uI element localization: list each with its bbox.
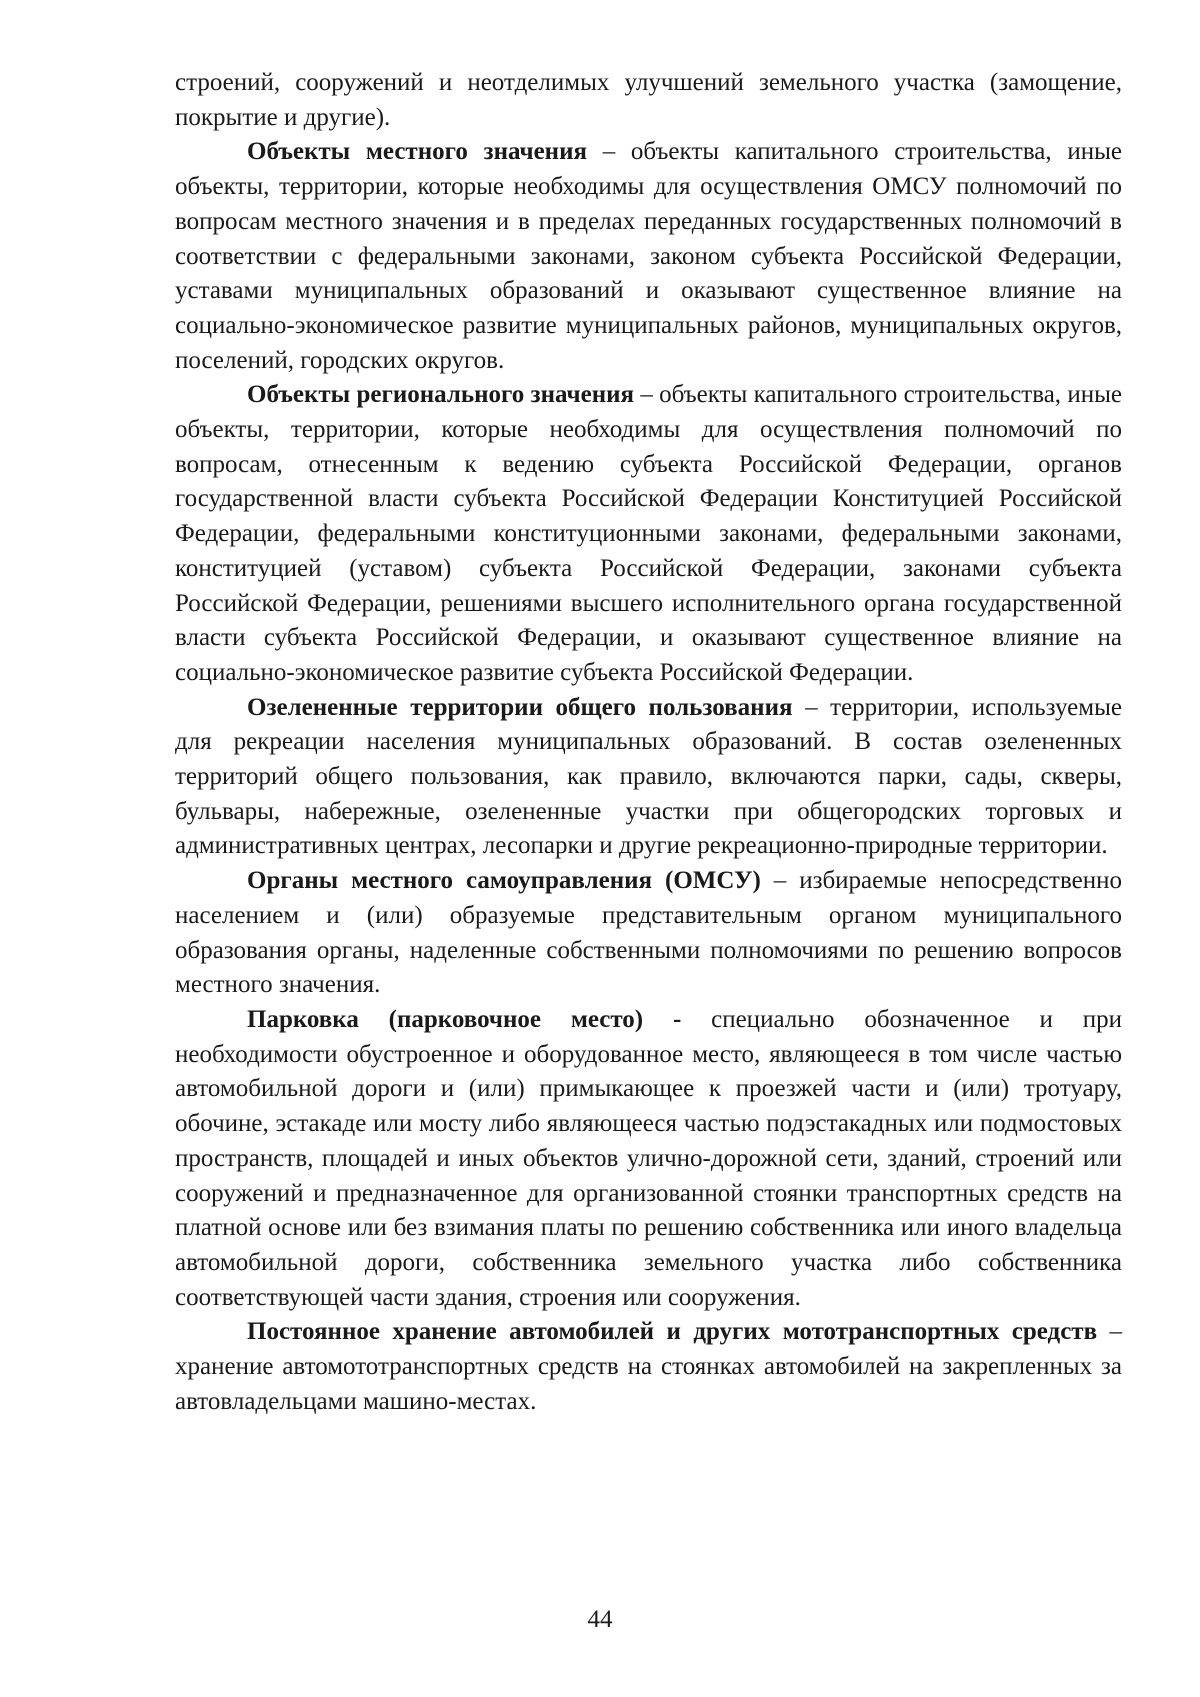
definition-text: – территории, используемые для рекреации населения муниципальных образований. В состав озелененных территорий общего пользования, как правило, включаются парки, сады, скверы, бульвары, набережные, озелененные участки при общегородских торговых и административных центрах, лесопарки и другие рекреационно-природные территории. [175, 693, 1122, 860]
definition-text: – хранение автомототранспортных средств на стоянках автомобилей на закрепленных за автовладельцами машино-местах. [175, 1318, 1122, 1415]
definition-permanent-storage [175, 1315, 1122, 1419]
definition-text: – избираемые непосредственно населением и (или) образуемые представительным органом муниципального образования органы, наделенные собственными полномочиями по решению вопросов местного значения. [175, 867, 1122, 999]
definition-text: – объекты капитального строительства, иные объекты, территории, которые необходимы для осуществления полномочий по вопросам, отнесенным к ведению субъекта Российской Федерации, органов государственной власти субъекта Российской Федерации Конституцией Российской Федерации, федеральными конституционными законами, федеральными законами, конституцией (уставом) субъекта Российской Федерации, законами субъекта Российской Федерации, решениями высшего исполнительного органа государственной власти субъекта Российской Федерации, и оказывают существенное влияние на социально-экономическое развитие субъекта Российской Федерации. [175, 381, 1122, 686]
definition-term: Объекты местного значения [247, 138, 588, 166]
intro-paragraph: строений, сооружений и неотделимых улучшений земельного участка (замощение, покрытие и другие). [175, 69, 1122, 131]
definition-green-areas [175, 691, 1122, 865]
document-page [175, 66, 1122, 1419]
definition-text: – объекты капитального строительства, иные объекты, территории, которые необходимы для осуществления ОМСУ полномочий по вопросам местного значения и в пределах переданных государственных полномочий в соответствии с федеральными законами, законом субъекта Российской Федерации, уставами муниципальных образований и оказывают существенное влияние на социально-экономическое развитие муниципальных районов, муниципальных округов, поселений, городских округов. [175, 138, 1122, 374]
definition-parking [175, 1003, 1122, 1315]
definition-regional-objects [175, 378, 1122, 690]
page-number: 44 [587, 1606, 613, 1633]
definition-term: Органы местного самоуправления (ОМСУ) [247, 867, 761, 895]
definition-term: Постоянное хранение автомобилей и других мототранспортных средств [247, 1318, 1098, 1346]
definition-local-government [175, 864, 1122, 1003]
definition-local-objects [175, 135, 1122, 378]
definition-term: Озелененные территории общего пользования [247, 693, 793, 721]
definition-term: Объекты регионального значения [247, 381, 635, 409]
definition-text: специально обозначенное и при необходимости обустроенное и оборудованное место, являющееся в том числе частью автомобильной дороги и (или) примыкающее к проезжей части и (или) тротуару, обочине, эстакаде или мосту либо являющееся частью подэстакадных или подмостовых пространств, площадей и иных объектов улично-дорожной сети, зданий, строений или сооружений и предназначенное для организованной стоянки транспортных средств на платной основе или без взимания платы по решению собственника или иного владельца автомобильной дороги, собственника земельного участка либо собственника соответствующей части здания, строения или сооружения. [175, 1005, 1123, 1311]
definition-term: Парковка (парковочное место) - [247, 1005, 682, 1033]
